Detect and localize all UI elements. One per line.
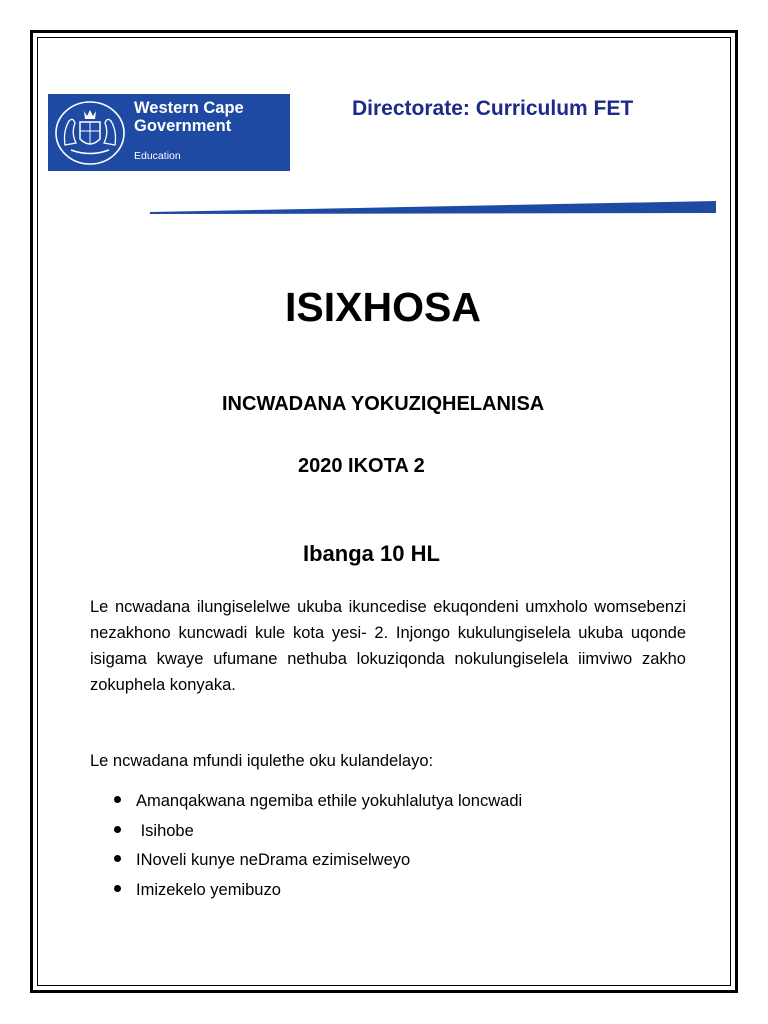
document-term: 2020 IKOTA 2 xyxy=(298,455,425,477)
list-item-text: Isihobe xyxy=(136,821,194,840)
directorate-heading: Directorate: Curriculum FET xyxy=(352,97,634,120)
bullet-icon xyxy=(114,885,121,892)
list-item-text: INoveli kunye neDrama ezimiselweyo xyxy=(136,851,411,869)
document-title-text: ISIXHOSA xyxy=(285,284,481,330)
document-grade: Ibanga 10 HL xyxy=(303,541,440,566)
list-item xyxy=(90,817,522,847)
coat-of-arms-icon xyxy=(51,97,129,167)
document-subtitle: INCWADANA YOKUZIQHELANISA xyxy=(222,393,545,415)
logo-text-line3: Education xyxy=(134,150,181,162)
intro-paragraph: Le ncwadana ilungiselelwe ukuba ikuncedise ekuqondeni umxholo womsebenzi nezakhono kuncwadi kule kota yesi- 2. Injongo kukulungiselela ukuba uqonde isigama kwaye ufumane nethuba lokuziqonda nokulungiselela iimviwo zakho zokuphela konyaka. xyxy=(90,598,686,694)
bullet-icon xyxy=(114,796,121,803)
bullet-icon xyxy=(114,826,121,833)
wcg-logo xyxy=(48,94,290,171)
contents-label: Le ncwadana mfundi iqulethe oku kulandelayo: xyxy=(90,752,434,770)
document-title xyxy=(0,284,768,331)
contents-list xyxy=(90,787,522,905)
list-item xyxy=(90,846,522,876)
list-item xyxy=(90,787,522,817)
bullet-icon xyxy=(114,855,121,862)
header-swoosh-divider xyxy=(150,200,716,216)
list-item xyxy=(90,876,522,906)
logo-text-line2: Government xyxy=(134,117,232,135)
logo-text-line1: Western Cape xyxy=(134,99,244,117)
list-item-text: Amanqakwana ngemiba ethile yokuhlalutya loncwadi xyxy=(136,792,523,810)
list-item-text: Imizekelo yemibuzo xyxy=(136,880,281,899)
